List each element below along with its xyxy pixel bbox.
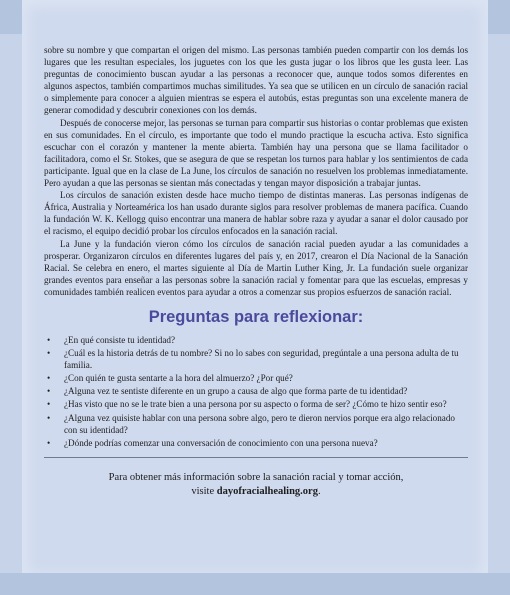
- bullet-icon: •: [47, 412, 51, 423]
- footer-line: Para obtener más información sobre la sanación racial y tomar acción,: [108, 471, 404, 483]
- question-item: [44, 385, 468, 397]
- question-text: ¿Dónde podrías comenzar una conversación de conocimiento con una persona nueva?: [64, 437, 378, 448]
- question-text: ¿Has visto que no se le trate bien a una persona por su aspecto o forma de ser? ¿Cómo te hizo sentir eso?: [64, 399, 447, 410]
- question-item: [44, 412, 468, 436]
- bullet-icon: •: [47, 334, 51, 345]
- bullet-icon: •: [47, 399, 51, 410]
- bullet-icon: •: [47, 386, 51, 397]
- footer-period: .: [317, 486, 321, 498]
- website-link[interactable]: dayofracialhealing.org: [216, 486, 318, 498]
- section-divider: [44, 457, 468, 458]
- question-text: ¿Alguna vez quisiste hablar con una persona sobre algo, pero te dieron nervios porque era algo relacionado con su identidad?: [64, 412, 455, 435]
- question-text: ¿Cuál es la historia detrás de tu nombre? Si no lo sabes con seguridad, pregúntale a una persona adulta de tu familia.: [64, 348, 459, 371]
- question-item: [44, 347, 468, 371]
- bullet-icon: •: [47, 348, 51, 359]
- footer-info: [44, 471, 468, 500]
- question-item: [44, 437, 468, 449]
- question-text: ¿Con quién te gusta sentarte a la hora del almuerzo? ¿Por qué?: [64, 373, 293, 384]
- body-paragraph-3: Los círculos de sanación existen desde hace mucho tiempo de distintas maneras. Las personas indígenas de África, Australia y Norteamérica los han usado durante siglos para resolver problemas de manera pacífica. Cuando la fundación W. K. Kellogg quiso encontrar una manera de hablar sobre raza y ayudar a sanar el dolor causado por el racismo, el equipo decidió probar los círculos enfocados en la sanación racial.: [44, 190, 468, 237]
- reflection-questions-list: [44, 334, 468, 449]
- section-heading: Preguntas para reflexionar:: [148, 307, 364, 326]
- footer-visit-line: [44, 485, 468, 500]
- body-paragraph-2: Después de conocerse mejor, las personas se turnan para compartir sus historias o contar problemas que existen en sus comunidades. En el círculo, es importante que todo el mundo practique la escucha activa. Esto significa escuchar con el corazón y mantener la mente abierta. También hay una persona que se llama facilitador o facilitadora, como el Sr. Stokes, que se asegura de que se respetan los turnos para hablar y los sentimientos de cada participante. Igual que en la clase de La June, los círculos de sanación no resuelven los problemas inmediatamente. Pero ayudan a que las personas se sientan más conectadas y tengan mayor disposición a trabajar juntas.: [44, 117, 468, 189]
- question-item: [44, 334, 468, 346]
- body-paragraph-4: La June y la fundación vieron cómo los círculos de sanación racial pueden ayudar a las comunidades a prosperar. Organizaron círculos en diferentes lugares del país y, en 2017, crearon el Día Nacional de la Sanación Racial. Se celebra en enero, el martes siguiente al Día de Martin Luther King, Jr. La fundación suele organizar grandes eventos para enseñar a las personas sobre la sanación racial y fomentar para que las escuelas, empresas y comunidades también realicen eventos para ayudar a otros a comenzar sus propios esfuerzos de sanación racial.: [44, 238, 468, 297]
- question-item: [44, 372, 468, 384]
- bullet-icon: •: [47, 437, 51, 448]
- bullet-icon: •: [47, 373, 51, 384]
- question-item: [44, 398, 468, 410]
- body-paragraph-1: sobre su nombre y que compartan el origen del mismo. Las personas también pueden compartir con los demás los lugares que les resultan especiales, los juguetes con los que les gusta jugar o los libros que les gusta leer. Las preguntas de conocimiento buscan ayudar a las personas a reconocer que, aunque todos somos diferentes en algunos aspectos, también compartimos muchas similitudes. Ya sea que se utilicen en un círculo de sanación racial o simplemente para conocer a alguien mientras se espera el autobús, estas preguntas son una excelente manera de generar comodidad y descubrir conexiones con los demás.: [44, 45, 468, 116]
- page-content: [44, 44, 468, 500]
- footer-visit-prefix: visite: [191, 486, 217, 498]
- question-text: ¿Alguna vez te sentiste diferente en un grupo a causa de algo que forma parte de tu identidad?: [64, 386, 408, 397]
- question-text: ¿En qué consiste tu identidad?: [64, 334, 175, 345]
